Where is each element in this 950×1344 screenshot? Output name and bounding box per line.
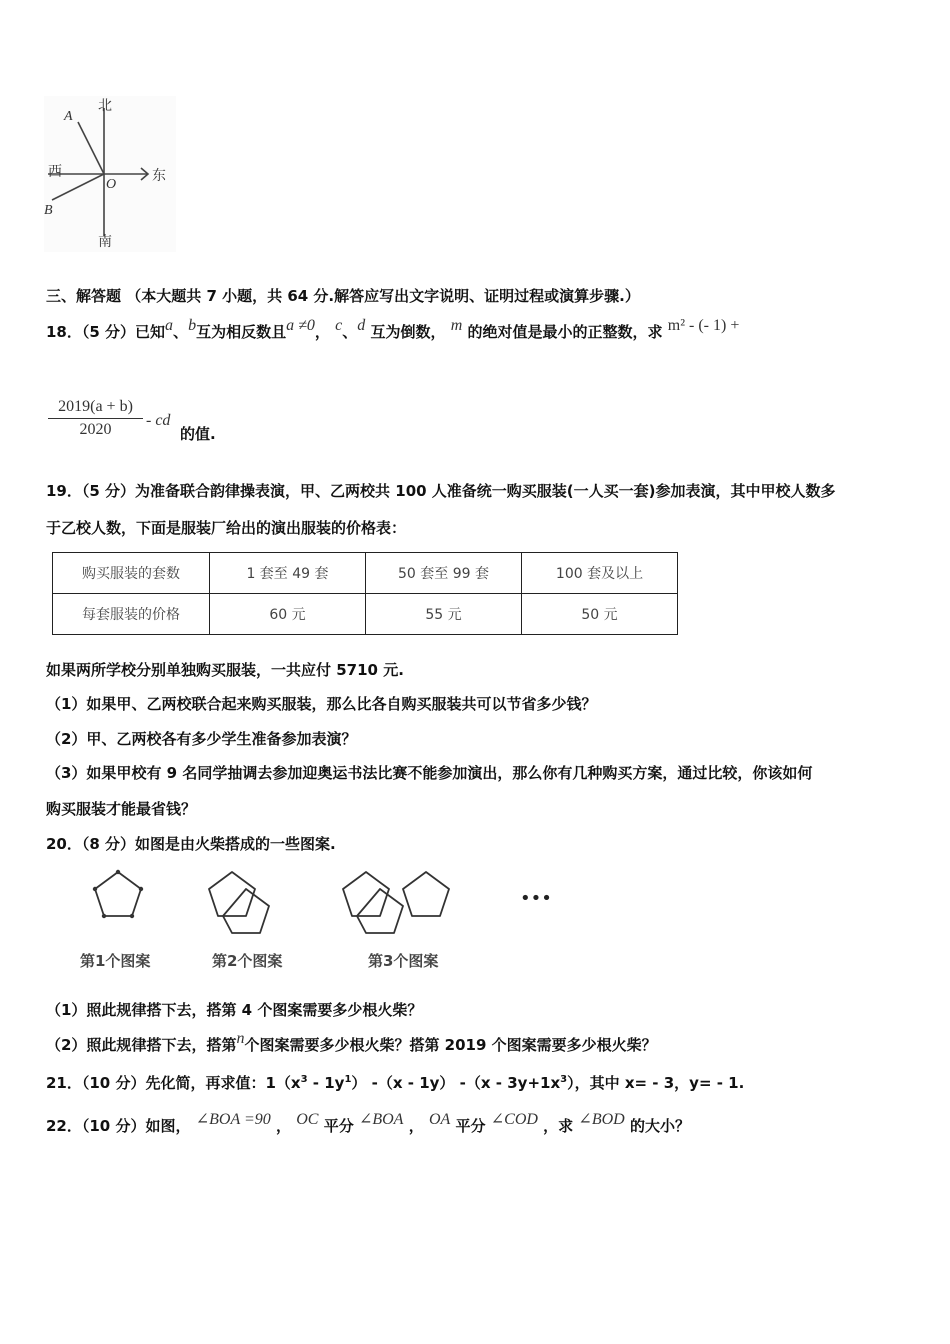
q19-sub3b: 购买服装才能最省钱？	[46, 800, 197, 818]
table-row	[53, 594, 678, 635]
q18-fraction	[48, 398, 143, 439]
q18-var-c: c	[335, 317, 343, 334]
q22-angle-cod: ∠COD	[490, 1111, 538, 1128]
east-label: 东	[152, 168, 166, 184]
q18-var-a: a	[165, 317, 174, 334]
q22-text4: ，	[408, 1117, 424, 1135]
q20-sub1: （1）照此规律搭下去，搭第 4 个图案需要多少根火柴？	[46, 1001, 423, 1019]
q18-minus-cd: - cd	[146, 412, 171, 429]
q20-sub2-text-b: 个图案需要多少根火柴？搭第 2019 个图案需要多少根火柴？	[244, 1036, 657, 1054]
q19-line1: 19．（5 分）为准备联合韵律操表演，甲、乙两校共 100 人准备统一购买服装(一人买一套)参加表演，其中甲校人数多	[46, 482, 836, 500]
question-22	[46, 1111, 690, 1137]
point-b-label: B	[44, 203, 53, 218]
table-cell: 购买服装的套数	[53, 553, 210, 594]
south-label: 南	[98, 234, 112, 250]
q18-text1: 互为相反数且	[196, 323, 287, 341]
section-title: 三、解答题 （本大题共 7 小题，共 64 分.解答应写出文字说明、证明过程或演算步骤.）	[46, 287, 640, 305]
q18-sep1: 、	[173, 323, 189, 341]
west-label: 西	[48, 164, 62, 180]
q18-expression: m² - (- 1) +	[667, 317, 740, 334]
q18-suffix: 的值.	[180, 425, 216, 443]
q18-fraction-denominator: 2020	[79, 421, 112, 438]
figure-3-pentagon-3	[403, 872, 449, 916]
q20-title: 20．（8 分）如图是由火柴搭成的一些图案.	[46, 835, 336, 853]
q18-var-b: b	[188, 317, 197, 334]
compass-diagram	[44, 96, 176, 252]
q22-text7: 的大小？	[629, 1117, 690, 1135]
table-cell: 1 套至 49 套	[210, 553, 366, 594]
origin-label: O	[106, 177, 117, 192]
q22-text3: 平分	[323, 1117, 354, 1135]
table-cell: 100 套及以上	[522, 553, 678, 594]
q19-sub1: （1）如果甲、乙两校联合起来购买服装，那么比各自购买服装共可以节省多少钱？	[46, 695, 597, 713]
figure-3-pentagon-2	[357, 889, 403, 933]
q18-var-m: m	[450, 317, 463, 334]
q20-var-n: n	[236, 1030, 245, 1047]
q22-text6: ，求	[543, 1117, 574, 1135]
figure-3-pentagon-1	[343, 872, 389, 916]
figure-2-pentagon-left	[209, 872, 255, 916]
q22-text2: ，	[275, 1117, 291, 1135]
q19-line3: 如果两所学校分别单独购买服装，一共应付 5710 元.	[46, 661, 404, 679]
q21-sup2: 1	[344, 1074, 352, 1085]
q21-text1: 21．（10 分）先化简，再求值：1（x	[46, 1074, 301, 1092]
ellipsis: •••	[520, 888, 552, 909]
q18-fraction-numerator: 2019(a + b)	[48, 398, 143, 419]
q22-angle-boa-90: ∠BOA =90	[195, 1111, 271, 1128]
q18-text3: 互为倒数，	[370, 323, 446, 341]
figure-2-label: 第2个图案	[212, 952, 283, 970]
q18-prefix: 18．（5 分）已知	[46, 323, 166, 341]
q18-text4: 的绝对值是最小的正整数，求	[467, 323, 663, 341]
q19-line2: 于乙校人数，下面是服装厂给出的演出服装的价格表：	[46, 519, 407, 537]
q18-text2: ，	[314, 323, 330, 341]
q21-sup3: 3	[560, 1074, 568, 1085]
table-cell: 60 元	[210, 594, 366, 635]
question-21	[46, 1070, 744, 1093]
table-cell: 50 套至 99 套	[366, 553, 522, 594]
q19-sub3a: （3）如果甲校有 9 名同学抽调去参加迎奥运书法比赛不能参加演出，那么你有几种购买方案，通过比较，你该如何	[46, 764, 813, 782]
q19-sub2: （2）甲、乙两校各有多少学生准备参加表演？	[46, 730, 357, 748]
table-cell: 每套服装的价格	[53, 594, 210, 635]
matchstick-figures	[70, 858, 570, 978]
q22-angle-bod: ∠BOD	[578, 1111, 625, 1128]
figure-1-label: 第1个图案	[80, 952, 151, 970]
point-a-label: A	[64, 109, 73, 124]
q22-text1: 22．（10 分）如图，	[46, 1117, 191, 1135]
q18-condition: a ≠0	[286, 317, 315, 334]
q21-sup1: 3	[300, 1074, 308, 1085]
q18-var-d: d	[357, 317, 366, 334]
q22-angle-boa: ∠BOA	[358, 1111, 404, 1128]
q22-text5: 平分	[455, 1117, 486, 1135]
q22-oa: OA	[428, 1111, 451, 1128]
q18-sep2: 、	[342, 323, 358, 341]
q22-oc: OC	[296, 1111, 319, 1128]
table-cell: 50 元	[522, 594, 678, 635]
q20-sub2	[46, 1030, 657, 1056]
q21-text3: ） -（x - 1y） -（x - 3y+1x	[351, 1074, 561, 1092]
north-label: 北	[98, 98, 112, 114]
q18-after-fraction	[146, 410, 170, 431]
q21-text4: ），其中 x= - 3，y= - 1.	[567, 1074, 745, 1092]
table-cell: 55 元	[366, 594, 522, 635]
table-row	[53, 553, 678, 594]
price-table	[52, 552, 678, 635]
figure-3-label: 第3个图案	[368, 952, 439, 970]
figure-1-pentagon	[95, 872, 141, 916]
figure-2-pentagon-right	[223, 889, 269, 933]
q21-text2: - 1y	[307, 1074, 345, 1092]
q20-sub2-text-a: （2）照此规律搭下去，搭第	[46, 1036, 237, 1054]
question-18	[46, 317, 740, 343]
